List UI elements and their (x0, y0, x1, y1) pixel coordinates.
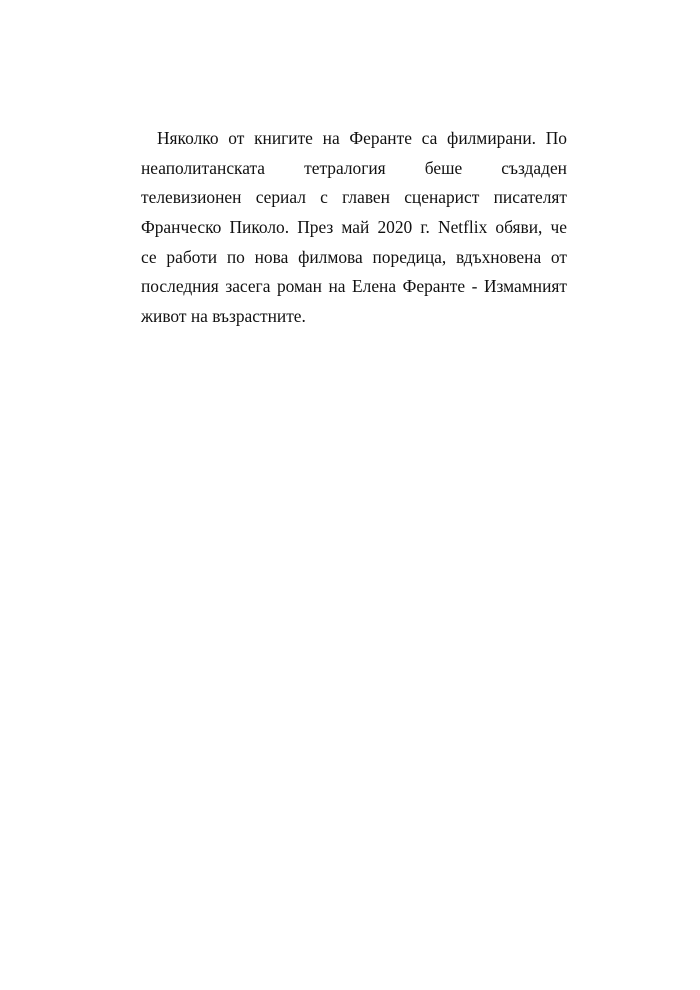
paragraph-line-6: последния засега роман на Елена Феранте - Измамният (141, 276, 567, 297)
paragraph-line-4: Франческо Пиколо. През май 2020 г. Netflix обяви, че (141, 217, 567, 238)
paragraph-line-2: неаполитанската тетралогия беше създаден (141, 157, 567, 178)
body-paragraph (141, 124, 567, 332)
paragraph-line-1: Няколко от книгите на Феранте са филмирани. По (157, 128, 567, 148)
paragraph-line-3: телевизионен сериал с главен сценарист писателят (141, 187, 567, 208)
paragraph-line-5: се работи по нова филмова поредица, вдъхновена от (141, 246, 567, 267)
paragraph-line-7: живот на възрастните. (141, 306, 306, 327)
